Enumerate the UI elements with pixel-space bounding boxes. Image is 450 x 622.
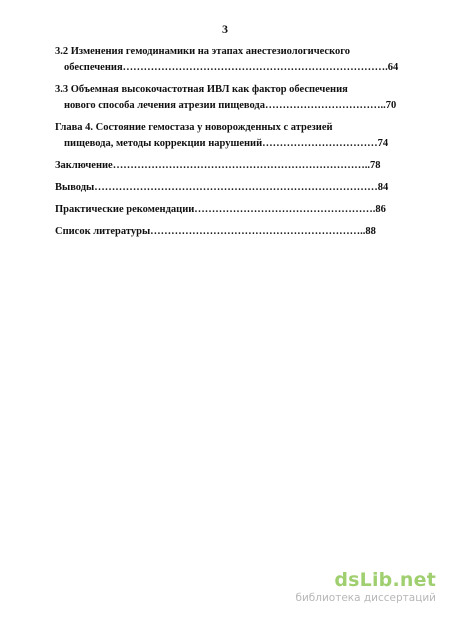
toc-entry-recommendations: Практические рекомендации…………………………………………….86 — [55, 204, 386, 215]
toc-entry-references: Список литературы……………………………………………………..88 — [55, 226, 376, 237]
page-number: 3 — [222, 22, 228, 36]
toc-entry-chapter-4-title: Глава 4. Состояние гемостаза у новорожденных с атрезией — [55, 122, 333, 133]
toc-entry-3-3-title: 3.3 Объемная высокочастотная ИВЛ как фактор обеспечения — [55, 84, 348, 95]
toc-entry-3-2-continuation: обеспечения………………………………………………………………….64 — [64, 62, 399, 73]
toc-entry-3-3-continuation: нового способа лечения атрезии пищевода……………………………..70 — [64, 100, 397, 111]
watermark — [295, 569, 436, 604]
toc-entry-conclusion: Заключение………………………………………………………………..78 — [55, 160, 381, 171]
toc-entry-findings: Выводы………………………………………………………………………84 — [55, 182, 389, 193]
watermark-subtitle: библиотека диссертаций — [295, 592, 436, 604]
toc-entry-3-2-title: 3.2 Изменения гемодинамики на этапах анестезиологического — [55, 46, 350, 57]
table-of-contents — [55, 44, 400, 240]
watermark-logo: dsLib.net — [334, 569, 436, 591]
toc-entry-chapter-4-continuation: пищевода, методы коррекции нарушений……………………………74 — [64, 138, 389, 149]
